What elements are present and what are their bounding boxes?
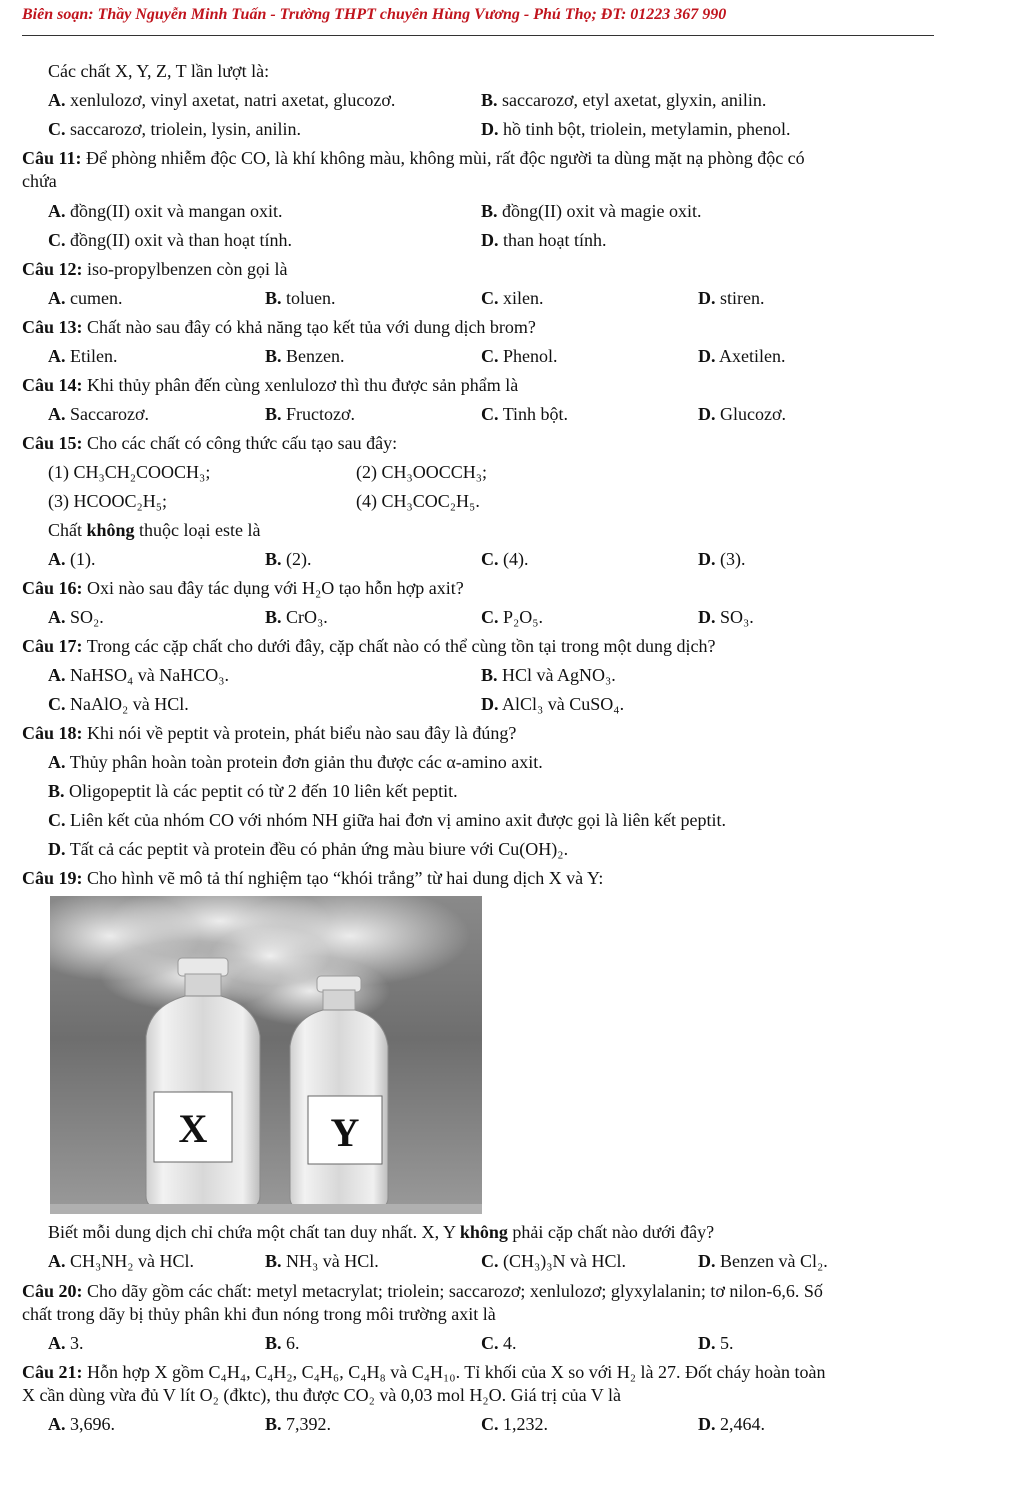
page-header: Biên soạn: Thầy Nguyễn Minh Tuấn - Trường THPT chuyên Hùng Vương - Phú Thọ; ĐT: 01223 367 990: [22, 6, 727, 23]
q21-option-b[interactable]: B. 7,392.: [265, 1414, 332, 1434]
q10-stem: Các chất X, Y, Z, T lần lượt là:: [48, 61, 270, 81]
q19-option-b[interactable]: B. NH₃ và HCl.: [265, 1251, 379, 1271]
q21-option-d[interactable]: D. 2,464.: [698, 1414, 765, 1434]
q16-option-c[interactable]: C. P₂O₅.: [481, 607, 544, 627]
q17-option-a[interactable]: A. NaHSO₄ và NaHCO₃.: [48, 665, 230, 685]
q13-option-c[interactable]: C. Phenol.: [481, 346, 558, 366]
q16-option-a[interactable]: A. SO₂.: [48, 607, 104, 627]
label-y: Y: [330, 1110, 360, 1155]
q14-option-b[interactable]: B. Fructozơ.: [265, 404, 356, 424]
experiment-photo: [50, 896, 482, 1214]
q15-option-a[interactable]: A. (1).: [48, 549, 96, 569]
q21-option-a[interactable]: A. 3,696.: [48, 1414, 115, 1434]
q14-option-d[interactable]: D. Glucozơ.: [698, 404, 786, 424]
q17-stem: Câu 17: Trong các cặp chất cho dưới đây, cặp chất nào có thể cùng tồn tại trong một dung dịch?: [22, 636, 716, 656]
q13-option-d[interactable]: D. Axetilen.: [698, 346, 786, 366]
q18-option-b[interactable]: B. Oligopeptit là các peptit có từ 2 đến 10 liên kết peptit.: [48, 781, 458, 801]
q17-option-b[interactable]: B. HCl và AgNO₃.: [481, 665, 616, 685]
q18-stem: Câu 18: Khi nói về peptit và protein, phát biểu nào sau đây là đúng?: [22, 723, 517, 743]
header-rule: [22, 35, 934, 36]
q15-option-b[interactable]: B. (2).: [265, 549, 312, 569]
q12-stem: Câu 12: iso-propylbenzen còn gọi là: [22, 259, 288, 279]
q12-option-d[interactable]: D. stiren.: [698, 288, 765, 308]
q12-option-b[interactable]: B. toluen.: [265, 288, 336, 308]
q20-option-b[interactable]: B. 6.: [265, 1333, 300, 1353]
q17-option-c[interactable]: C. NaAlO₂ và HCl.: [48, 694, 189, 714]
q13-stem: Câu 13: Chất nào sau đây có khả năng tạo kết tủa với dung dịch brom?: [22, 317, 536, 337]
q19-option-d[interactable]: D. Benzen và Cl₂.: [698, 1251, 828, 1271]
q19-question: Biết mỗi dung dịch chỉ chứa một chất tan duy nhất. X, Y không phải cặp chất nào dưới đây?: [48, 1222, 715, 1242]
q19-stem: Câu 19: Cho hình vẽ mô tả thí nghiệm tạo “khói trắng” từ hai dung dịch X và Y:: [22, 868, 604, 888]
q15-formula-3: (3) HCOOC₂H₅;: [48, 491, 168, 511]
q18-option-d[interactable]: D. Tất cả các peptit và protein đều có phản ứng màu biure với Cu(OH)₂.: [48, 839, 569, 859]
q11-option-b[interactable]: B. đồng(II) oxit và magie oxit.: [481, 201, 702, 221]
q11-option-d[interactable]: D. than hoạt tính.: [481, 230, 607, 250]
q20-stem: Câu 20: Cho dãy gồm các chất: metyl metacrylat; triolein; saccarozơ; xenlulozơ; glyxylalanin; tơ nilon-6,6. Số: [22, 1281, 823, 1301]
q20-stem-cont: chất trong dãy bị thủy phân khi đun nóng trong môi trường axit là: [22, 1304, 496, 1324]
q10-option-a[interactable]: A. xenlulozơ, vinyl axetat, natri axetat, glucozơ.: [48, 90, 396, 110]
q18-option-c[interactable]: C. Liên kết của nhóm CO với nhóm NH giữa hai đơn vị amino axit được gọi là liên kết peptit.: [48, 810, 726, 830]
label-x: X: [178, 1106, 208, 1151]
q15-stem: Câu 15: Cho các chất có công thức cấu tạo sau đây:: [22, 433, 398, 453]
q10-option-b[interactable]: B. saccarozơ, etyl axetat, glyxin, anilin.: [481, 90, 767, 110]
q18-option-a[interactable]: A. Thủy phân hoàn toàn protein đơn giản thu được các α-amino axit.: [48, 752, 543, 772]
q14-stem: Câu 14: Khi thủy phân đến cùng xenlulozơ thì thu được sản phẩm là: [22, 375, 519, 395]
q15-question: Chất không thuộc loại este là: [48, 520, 261, 540]
q19-option-c[interactable]: C. (CH₃)₃N và HCl.: [481, 1251, 627, 1271]
q11-option-a[interactable]: A. đồng(II) oxit và mangan oxit.: [48, 201, 283, 221]
q15-option-c[interactable]: C. (4).: [481, 549, 529, 569]
q21-stem: Câu 21: Hỗn hợp X gồm C₄H₄, C₄H₂, C₄H₆, C₄H₈ và C₄H₁₀. Tỉ khối của X so với H₂ là 27. Đốt cháy hoàn toàn: [22, 1362, 826, 1382]
q15-formula-2: (2) CH₃OOCCH₃;: [356, 462, 488, 482]
q17-option-d[interactable]: D. AlCl₃ và CuSO₄.: [481, 694, 625, 714]
q20-option-c[interactable]: C. 4.: [481, 1333, 517, 1353]
q10-option-c[interactable]: C. saccarozơ, triolein, lysin, anilin.: [48, 119, 301, 139]
q14-option-c[interactable]: C. Tinh bột.: [481, 404, 569, 424]
q21-stem-cont: X cần dùng vừa đủ V lít O₂ (đktc), thu được CO₂ và 0,03 mol H₂O. Giá trị của V là: [22, 1385, 621, 1405]
q21-option-c[interactable]: C. 1,232.: [481, 1414, 548, 1434]
q12-option-a[interactable]: A. cumen.: [48, 288, 123, 308]
q20-option-d[interactable]: D. 5.: [698, 1333, 734, 1353]
q10-option-d[interactable]: D. hồ tinh bột, triolein, metylamin, phenol.: [481, 119, 791, 139]
q11-stem: Câu 11: Để phòng nhiễm độc CO, là khí không màu, không mùi, rất độc người ta dùng mặt nạ phòng độc có: [22, 148, 805, 168]
q12-option-c[interactable]: C. xilen.: [481, 288, 544, 308]
q11-option-c[interactable]: C. đồng(II) oxit và than hoạt tính.: [48, 230, 292, 250]
q16-option-b[interactable]: B. CrO₃.: [265, 607, 328, 627]
q15-formula-1: (1) CH₃CH₂COOCH₃;: [48, 462, 211, 482]
q20-option-a[interactable]: A. 3.: [48, 1333, 84, 1353]
q16-option-d[interactable]: D. SO₃.: [698, 607, 754, 627]
q13-option-b[interactable]: B. Benzen.: [265, 346, 345, 366]
q11-stem-cont: chứa: [22, 171, 57, 191]
q15-formula-4: (4) CH₃COC₂H₅.: [356, 491, 480, 511]
q16-stem: Câu 16: Oxi nào sau đây tác dụng với H₂O tạo hỗn hợp axit?: [22, 578, 464, 598]
q13-option-a[interactable]: A. Etilen.: [48, 346, 118, 366]
q19-option-a[interactable]: A. CH₃NH₂ và HCl.: [48, 1251, 195, 1271]
q15-option-d[interactable]: D. (3).: [698, 549, 746, 569]
q14-option-a[interactable]: A. Saccarozơ.: [48, 404, 149, 424]
